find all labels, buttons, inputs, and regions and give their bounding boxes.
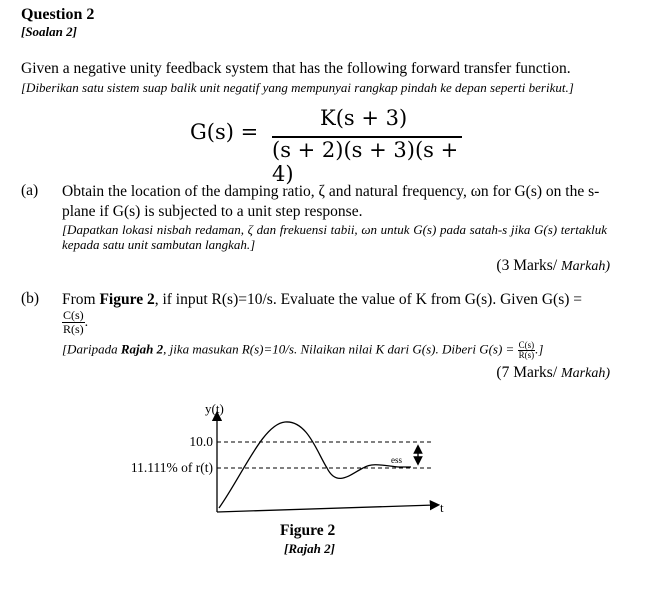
part-a-marks (496, 257, 610, 275)
part-b-my-suffix: , jika masukan R(s)=10/s. Nilaikan nilai K dari G(s). Diberi G(s) = (163, 341, 515, 357)
part-b-label: (b) (21, 290, 40, 307)
fraction-denominator-my: R(s) (518, 350, 535, 360)
part-b-my-end: .] (535, 341, 544, 357)
part-b-en-suffix: , if input R(s)=10/s. Evaluate the value of K from G(s). Given G(s) = (154, 291, 582, 308)
step-response-figure (115, 404, 460, 534)
question-title: Question 2 (21, 6, 95, 23)
part-b-marks (496, 364, 610, 382)
equation-lhs: G(s) = (190, 120, 259, 144)
part-b-english (62, 290, 607, 310)
part-b-marks-my: Markah) (561, 366, 610, 381)
fraction-numerator-my: C(s) (518, 340, 535, 350)
fraction-numerator: C(s) (63, 308, 84, 322)
part-b-fraction: $\frac{C(s)}{R(s)}$ . (63, 308, 89, 336)
figure-caption-malay: [Rajah 2] (284, 541, 335, 556)
part-a-english: Obtain the location of the damping ratio, ζ and natural frequency, ωn for G(s) on the s-plane if G(s) is subjected to a unit step response. (62, 183, 600, 220)
x-axis (217, 505, 435, 512)
part-b-my-prefix: [Daripada (62, 341, 121, 357)
equation-numerator: K(s + 3) (320, 106, 408, 130)
y-axis-label: y(t) (205, 404, 224, 416)
equation-denominator: (s + 2)(s + 3)(s + 4) (272, 138, 459, 186)
response-curve (219, 422, 411, 508)
part-b-rajah-ref: Rajah 2 (120, 341, 164, 357)
part-b-marks-en: (7 Marks/ (496, 364, 558, 381)
level-high-label: 10.0 (189, 434, 213, 449)
intro-english: Given a negative unity feedback system that has the following forward transfer function. (21, 60, 571, 77)
part-b-en-prefix: From (62, 291, 100, 308)
part-b-figure-ref: Figure 2 (99, 291, 155, 308)
level-low-label: 11.111% of r(t) (130, 460, 213, 475)
part-a-label: (a) (21, 182, 39, 199)
figure-caption: Figure 2 (280, 522, 336, 539)
part-a-malay: [Dapatkan lokasi nisbah redaman, ζ dan frekuensi tabii, ωn untuk G(s) pada satah-s jika G(s) tertakluk kepada satu unit sambutan langkah.] (62, 222, 607, 252)
part-a-marks-en: (3 Marks/ (496, 257, 558, 274)
intro-malay: [Diberikan satu sistem suap balik unit negatif yang mempunyai rangkap pindah ke depan seperti berikut.] (21, 80, 574, 95)
question-subtitle: [Soalan 2] (21, 24, 77, 39)
transfer-function-equation (180, 102, 480, 186)
fraction-denominator: R(s) (63, 322, 84, 336)
part-a-marks-my: Markah) (561, 259, 610, 274)
part-b-malay (62, 341, 622, 360)
ess-label: ess (391, 455, 402, 465)
x-axis-label: t (440, 500, 444, 515)
